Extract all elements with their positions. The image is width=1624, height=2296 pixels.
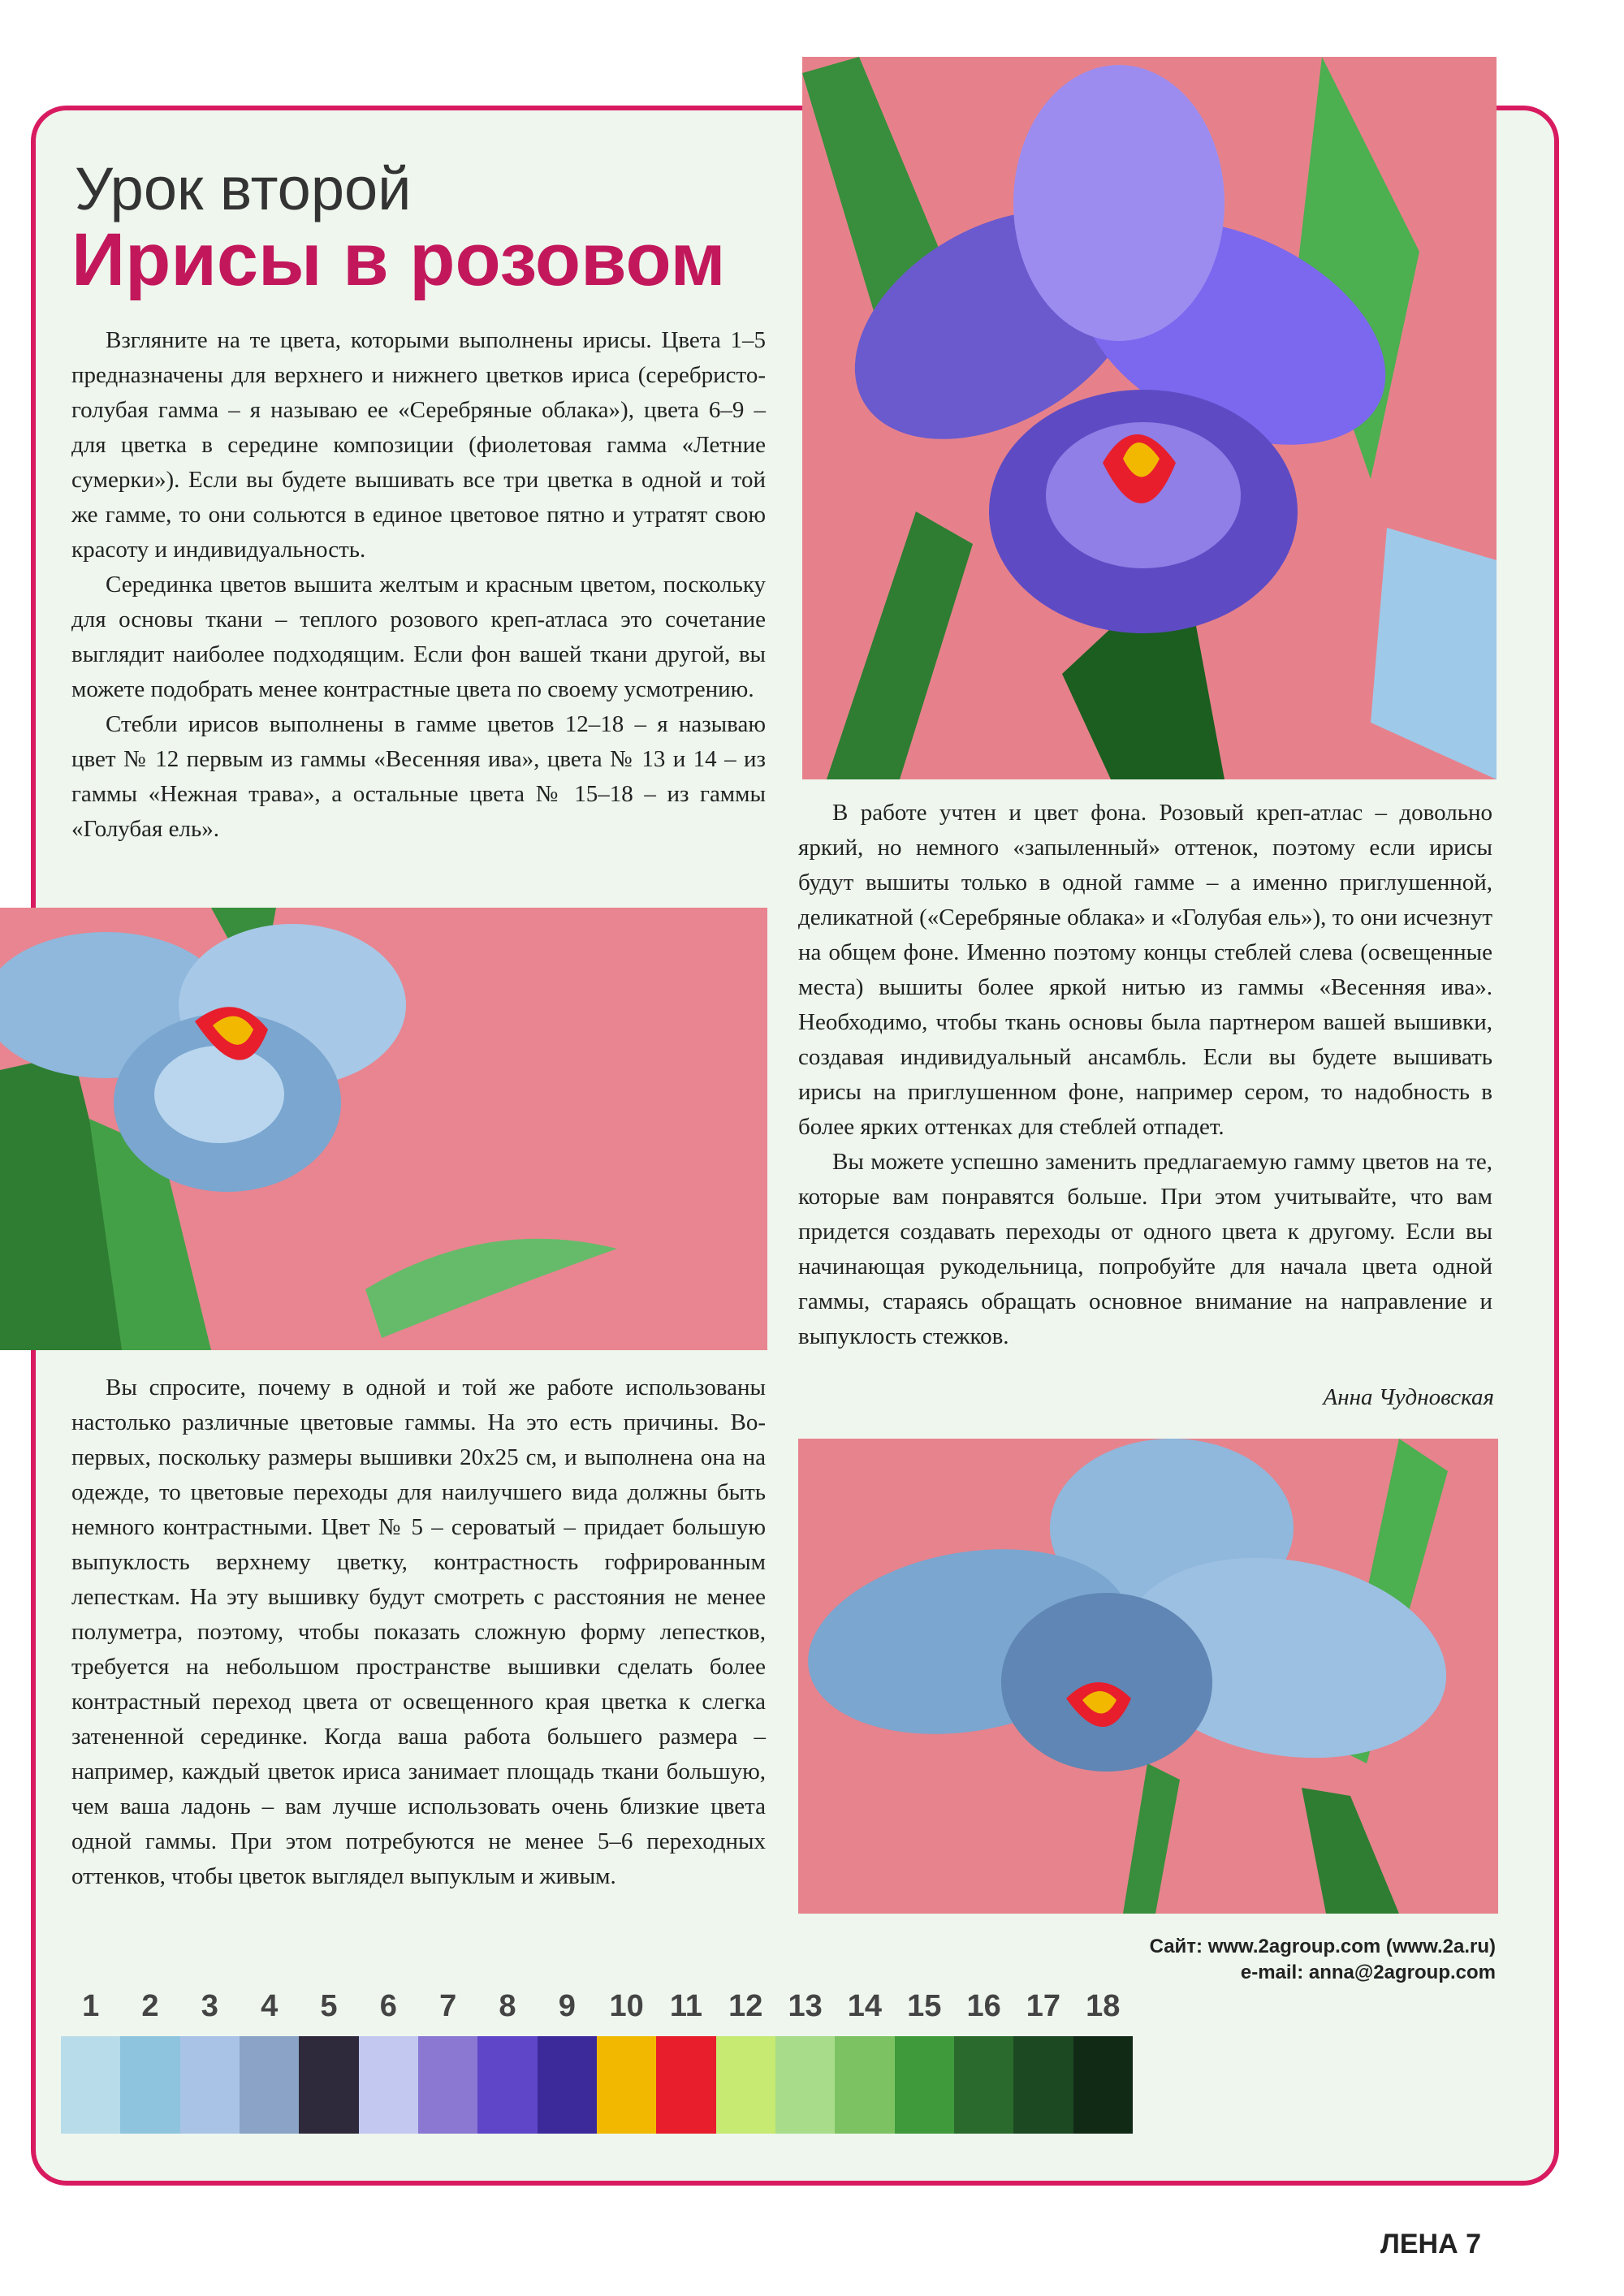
color-swatch [775,2036,835,2134]
paragraph: Вы можете успешно заменить предлагаемую гамму цветов на те, которые вам понравятся больше. При этом учитывайте, что вам придется создавать переходы от одного цвета к другому. Если вы начинающая рукодельница, попробуйте для начала цвета одной гаммы, стараясь обращать основное внимание на направление и выпуклость стежков. [798,1149,1492,1349]
color-swatch [895,2036,954,2134]
color-swatch [180,2036,240,2134]
palette-number: 8 [499,1989,516,2023]
color-swatch [240,2036,299,2134]
palette-number: 1 [82,1989,100,2023]
paragraph: Стебли ирисов выполнены в гамме цветов 12–18 – я называю цвет № 12 первым из гаммы «Весенняя ива», цвета № 13 и 14 – из гаммы «Нежная трава», а остальные цвета № 15–18 – из гаммы «Голубая ель». [71,711,766,842]
palette-number: 16 [966,1989,1001,2023]
photo-blue-iris-right [798,1439,1498,1914]
photo-blue-iris-left [0,908,767,1350]
palette-numbers [61,1989,1133,2036]
color-swatch [359,2036,418,2134]
palette-number: 11 [669,1989,703,2023]
color-swatch [120,2036,179,2134]
column-1 [71,323,766,847]
palette-number: 4 [261,1989,279,2023]
lesson-subtitle: Урок второй [75,155,412,222]
color-swatch [61,2036,120,2134]
color-swatch [656,2036,715,2134]
color-swatch [597,2036,656,2134]
palette-number: 5 [320,1989,338,2023]
palette-number: 3 [201,1989,218,2023]
color-swatch [299,2036,358,2134]
color-swatch [418,2036,477,2134]
paragraph: Вы спросите, почему в одной и той же работе использованы настолько различные цветовые гаммы. На это есть причины. Во-первых, поскольку размеры вышивки 20х25 см, и выполнена она на одежде, то цветовые переходы для наилучшего вида должны быть немного контрастными. Цвет № 5 – сероватый – придает большую выпуклость верхнему цветку, контрастность гофрированным лепесткам. На эту вышивку будут смотреть с расстояния не менее полуметра, поэтому, чтобы показать сложную форму лепестков, требуется на небольшом пространстве вышивки сделать более контрастный переход цвета от освещенного края цветка к слегка затененной серединке. Когда ваша работа большего размера – например, каждый цветок ириса занимает площадь ткани большую, чем ваша ладонь – вам лучше использовать очень близкие цвета одной гаммы. При этом потребуются не менее 5–6 переходных оттенков, чтобы цветок выглядел выпуклым и живым. [71,1375,766,1889]
color-swatch [538,2036,597,2134]
email-link[interactable]: e-mail: anna@2agroup.com [1240,1962,1496,1983]
color-swatch [1013,2036,1073,2134]
palette-number: 7 [439,1989,457,2023]
article-title: Ирисы в розовом [71,218,726,301]
color-swatch [477,2036,537,2134]
color-swatch [1073,2036,1133,2134]
color-swatch [716,2036,775,2134]
color-swatch [954,2036,1013,2134]
column-2 [798,796,1492,1354]
photo-purple-iris [802,57,1497,779]
palette-number: 6 [379,1989,397,2023]
paragraph: Взгляните на те цвета, которыми выполнены ирисы. Цвета 1–5 предназначены для верхнего и нижнего цветков ириса (серебристо-голубая гамма – я называю ее «Серебряные облака»), цвета 6–9 – для цветка в середине композиции (фиолетовая гамма «Летние сумерки»). Если вы будете вышивать все три цветка в одной и той же гамме, то они сольются в единое цветовое пятно и утратят свою красоту и индивидуальность. [71,327,766,563]
paragraph: Серединка цветов вышита желтым и красным цветом, поскольку для основы ткани – теплого розового креп-атласа это сочетание выглядит наиболее подходящим. Если фон вашей ткани другой, вы можете подобрать менее контрастные цвета по своему усмотрению. [71,572,766,702]
paragraph: В работе учтен и цвет фона. Розовый креп-атлас – довольно яркий, но немного «запыленный» оттенок, поэтому если ирисы будут вышиты только в одной гамме – а именно приглушенной, деликатной («Серебряные облака» и «Голубая ель»), то они исчезнут на общем фоне. Именно поэтому концы стеблей слева (освещенные места) вышиты более яркой нитью из гаммы «Весенняя ива». Необходимо, чтобы ткань основы была партнером вашей вышивки, создавая индивидуальный ансамбль. Если вы будете вышивать ирисы на приглушенном фоне, например сером, то надобность в более ярких оттенках для стеблей отпадет. [798,800,1492,1140]
column-3 [71,1370,766,1894]
page-number: ЛЕНА 7 [1380,2229,1481,2259]
color-palette [61,1989,1133,2134]
author-signature: Анна Чудновская [1323,1384,1494,1410]
palette-number: 15 [907,1989,942,2023]
palette-number: 12 [728,1989,763,2023]
color-swatch [835,2036,894,2134]
palette-number: 13 [788,1989,823,2023]
palette-number: 10 [609,1989,644,2023]
palette-swatches [61,2036,1133,2134]
palette-number: 17 [1026,1989,1061,2023]
palette-number: 2 [141,1989,159,2023]
palette-number: 14 [847,1989,883,2023]
site-link[interactable]: Сайт: www.2agroup.com (www.2a.ru) [1149,1936,1496,1957]
palette-number: 9 [558,1989,576,2023]
palette-number: 18 [1086,1989,1121,2023]
